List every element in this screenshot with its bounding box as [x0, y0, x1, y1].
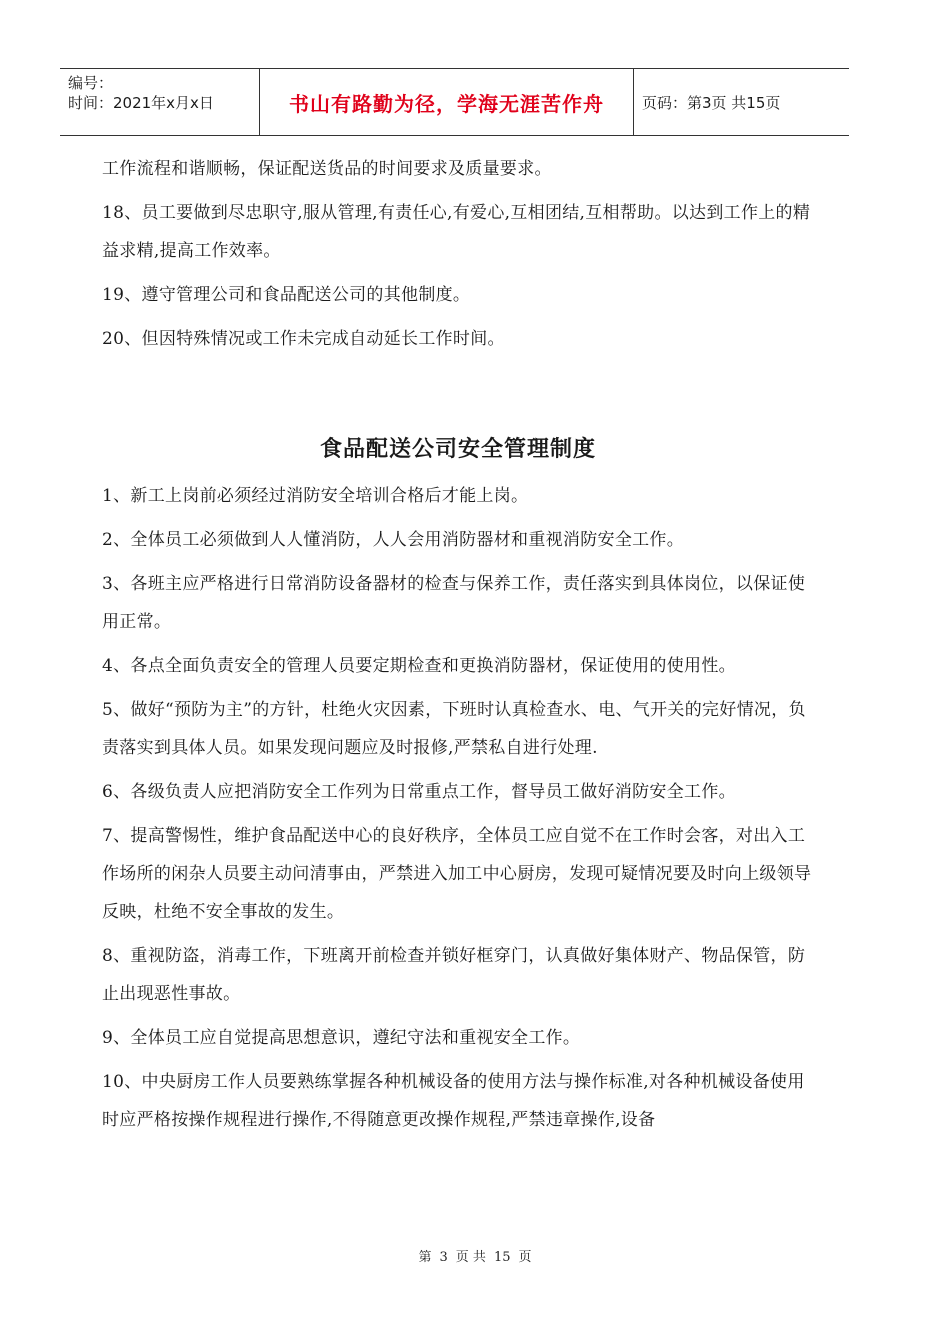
paragraph: 3、各班主应严格进行日常消防设备器材的检查与保养工作，责任落实到具体岗位，以保证使用正常。 [102, 574, 806, 632]
paragraph: 4、各点全面负责安全的管理人员要定期检查和更换消防器材，保证使用的使用性。 [102, 656, 736, 676]
paragraph: 8、重视防盗，消毒工作，下班离开前检查并锁好框穿门，认真做好集体财产、物品保管，防止出现恶性事故。 [102, 946, 806, 1004]
page-header [60, 68, 849, 136]
header-page-info: 页码：第3页 共15页 [642, 93, 781, 112]
paragraph: 6、各级负责人应把消防安全工作列为日常重点工作，督导员工做好消防安全工作。 [102, 782, 736, 802]
paragraph: 20、但因特殊情况或工作未完成自动延长工作时间。 [102, 329, 505, 349]
document-body [102, 150, 814, 1145]
paragraph: 9、全体员工应自觉提高思想意识，遵纪守法和重视安全工作。 [102, 1028, 581, 1048]
paragraph: 5、做好“预防为主”的方针，杜绝火灾因素，下班时认真检查水、电、气开关的完好情况，负责落实到具体人员。如果发现问题应及时报修,严禁私自进行处理. [102, 700, 806, 758]
footer-prefix: 第 [418, 1250, 432, 1265]
paragraph: 10、中央厨房工作人员要熟练掌握各种机械设备的使用方法与操作标准,对各种机械设备使用时应严格按操作规程进行操作,不得随意更改操作规程,严禁违章操作,设备 [102, 1072, 805, 1130]
paragraph: 2、全体员工必须做到人人懂消防，人人会用消防器材和重视消防安全工作。 [102, 530, 685, 550]
paragraph: 19、遵守管理公司和食品配送公司的其他制度。 [102, 285, 471, 305]
footer-middle: 页 共 [455, 1250, 486, 1265]
footer-current-page: 3 [439, 1250, 448, 1265]
header-meta [60, 69, 260, 135]
header-motto: 书山有路勤为径，学海无涯苦作舟 [260, 69, 634, 135]
footer-suffix: 页 [518, 1250, 532, 1265]
paragraph: 7、提高警惕性，维护食品配送中心的良好秩序，全体员工应自觉不在工作时会客，对出入工作场所的闲杂人员要主动问清事由，严禁进入加工中心厨房，发现可疑情况要及时向上级领导反映，杜绝不安全事故的发生。 [102, 826, 812, 922]
page-footer [0, 1246, 950, 1265]
paragraph: 1、新工上岗前必须经过消防安全培训合格后才能上岗。 [102, 486, 529, 506]
section-title: 食品配送公司安全管理制度 [319, 437, 596, 462]
document-date: 时间：2021年x月x日 [68, 94, 214, 112]
paragraph: 18、员工要做到尽忠职守,服从管理,有责任心,有爱心,互相团结,互相帮助。以达到工作上的精益求精,提高工作效率。 [102, 203, 811, 261]
document-number-label: 编号： [68, 74, 114, 92]
footer-total-pages: 15 [493, 1250, 511, 1265]
paragraph: 工作流程和谐顺畅，保证配送货品的时间要求及质量要求。 [102, 159, 552, 179]
